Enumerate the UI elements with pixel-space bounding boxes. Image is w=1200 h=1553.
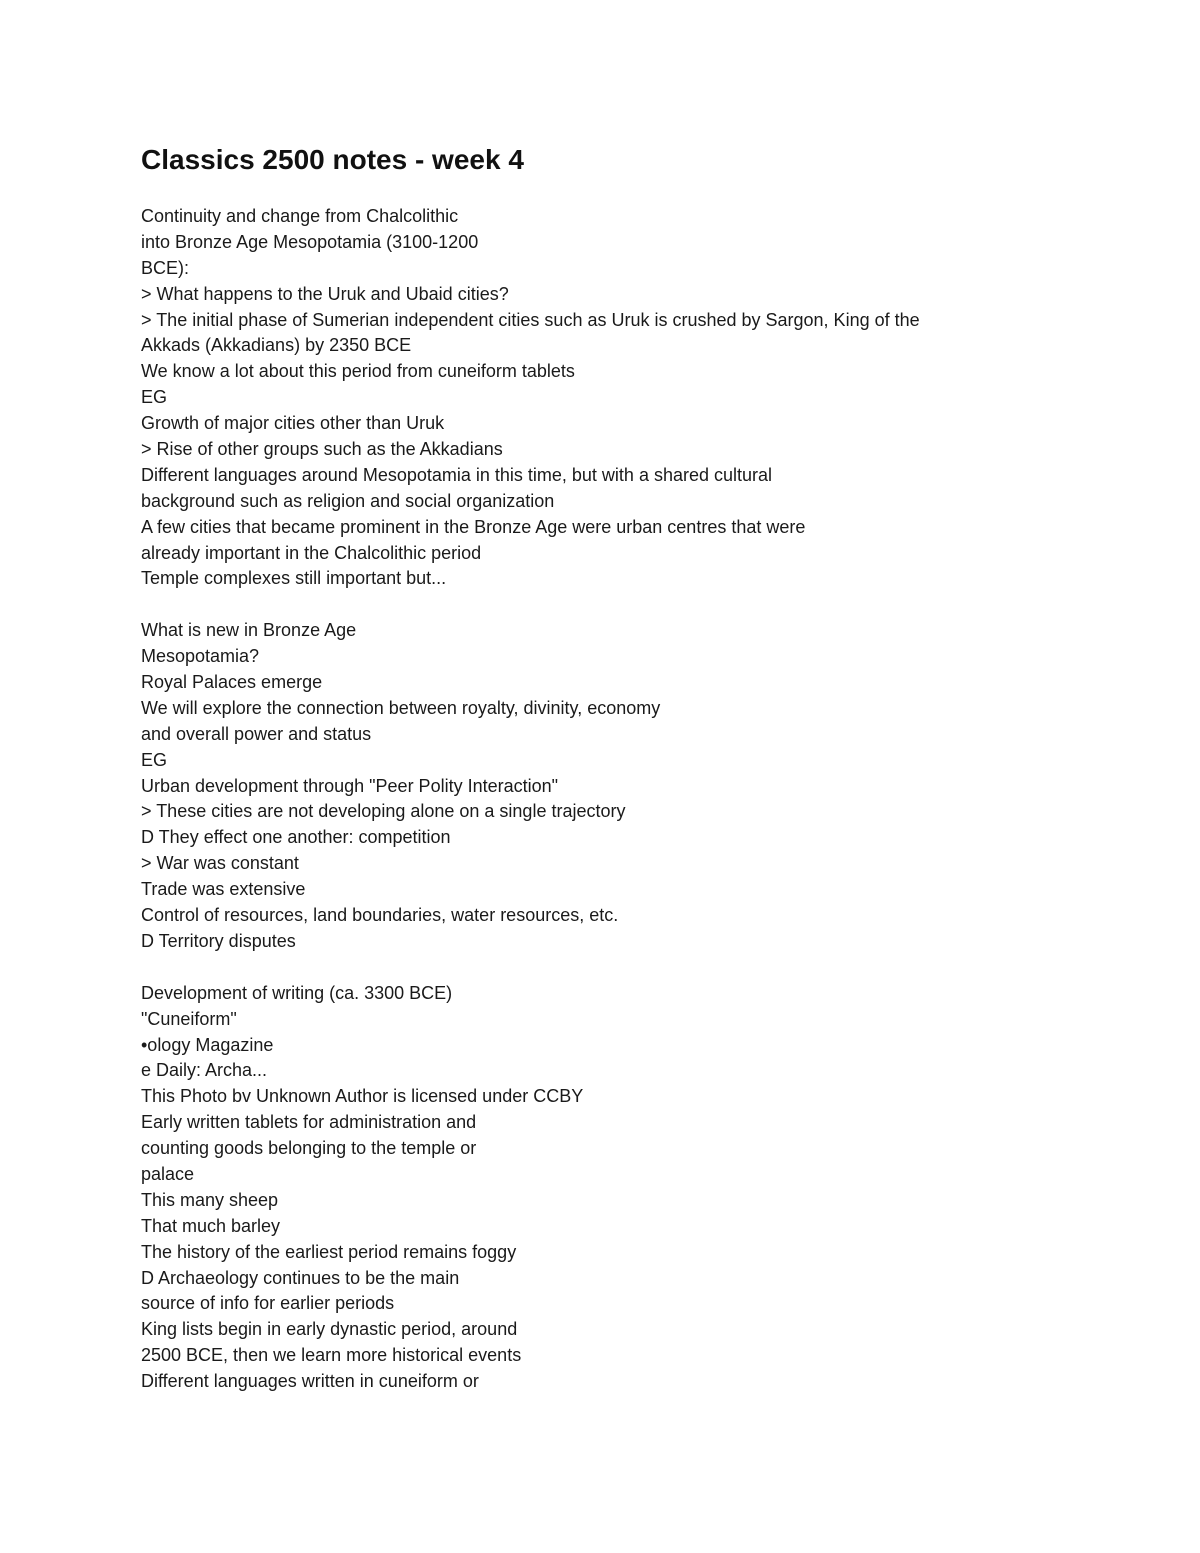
text-line: e Daily: Archa... — [141, 1060, 268, 1081]
text-line: King lists begin in early dynastic period, around — [141, 1319, 518, 1340]
blank-line — [141, 592, 1041, 618]
blank-line — [141, 955, 1041, 981]
text-line: source of info for earlier periods — [141, 1293, 395, 1314]
text-line: Mesopotamia? — [141, 646, 260, 667]
text-line: Early written tablets for administration and — [141, 1112, 477, 1133]
text-line: Temple complexes still important but... — [141, 568, 447, 589]
text-line: What is new in Bronze Age — [141, 620, 357, 641]
text-line: D They effect one another: competition — [141, 827, 451, 848]
text-line: into Bronze Age Mesopotamia (3100-1200 — [141, 231, 479, 252]
text-line: > These cities are not developing alone on a single trajectory — [141, 801, 626, 822]
text-line: D Archaeology continues to be the main — [141, 1267, 460, 1288]
text-line: That much barley — [141, 1215, 281, 1236]
text-line: The history of the earliest period remains foggy — [141, 1241, 517, 1262]
text-line: Urban development through "Peer Polity Interaction" — [141, 775, 559, 796]
text-line: Akkads (Akkadians) by 2350 BCE — [141, 335, 412, 356]
text-line: •ology Magazine — [141, 1034, 274, 1055]
text-line: > Rise of other groups such as the Akkadians — [141, 439, 503, 460]
text-line: D Territory disputes — [141, 930, 296, 951]
text-line: This Photo bv Unknown Author is licensed under CCBY — [141, 1086, 584, 1107]
text-line: counting goods belonging to the temple or — [141, 1138, 477, 1159]
text-line: BCE): — [141, 257, 190, 278]
text-line: Trade was extensive — [141, 879, 306, 900]
page-title: Classics 2500 notes - week 4 — [141, 144, 524, 175]
text-line: EG — [141, 749, 168, 770]
text-line: and overall power and status — [141, 723, 372, 744]
text-line: Royal Palaces emerge — [141, 672, 323, 693]
text-line: "Cuneiform" — [141, 1008, 237, 1029]
text-line: A few cities that became prominent in the Bronze Age were urban centres that were — [141, 516, 806, 537]
notes-body — [141, 204, 1041, 1395]
text-line: Growth of major cities other than Uruk — [141, 413, 445, 434]
text-line: We will explore the connection between royalty, divinity, economy — [141, 697, 661, 718]
text-line: already important in the Chalcolithic period — [141, 542, 482, 563]
text-line: Different languages around Mesopotamia in this time, but with a shared cultural — [141, 464, 773, 485]
text-line: Control of resources, land boundaries, water resources, etc. — [141, 905, 619, 926]
text-line: Different languages written in cuneiform or — [141, 1371, 479, 1392]
text-line: > The initial phase of Sumerian independent cities such as Uruk is crushed by Sargon, King of the — [141, 309, 920, 330]
text-line: EG — [141, 387, 168, 408]
text-line: Continuity and change from Chalcolithic — [141, 206, 459, 226]
text-line: 2500 BCE, then we learn more historical events — [141, 1345, 522, 1366]
text-line: background such as religion and social organization — [141, 490, 555, 511]
text-line: We know a lot about this period from cuneiform tablets — [141, 361, 575, 382]
text-line: > What happens to the Uruk and Ubaid cities? — [141, 283, 509, 304]
text-line: > War was constant — [141, 853, 299, 874]
text-line: palace — [141, 1163, 195, 1184]
text-line: Development of writing (ca. 3300 BCE) — [141, 982, 453, 1003]
text-line: This many sheep — [141, 1189, 279, 1210]
